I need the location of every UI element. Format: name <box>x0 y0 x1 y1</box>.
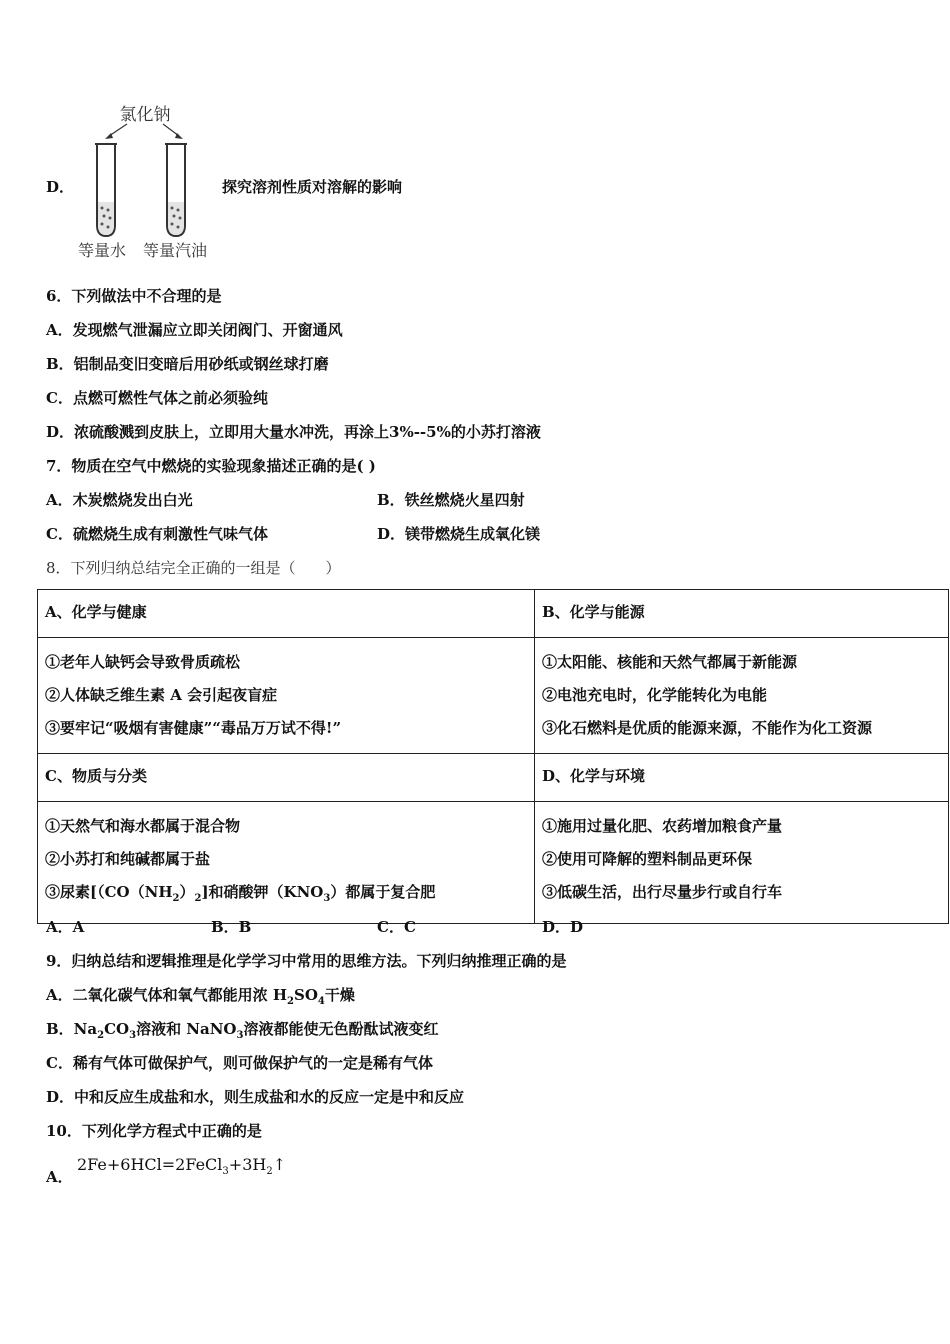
q8-c-item-2: ②小苏打和纯碱都属于盐 <box>45 850 211 868</box>
q8-d-item-2: ②使用可降解的塑料制品更环保 <box>542 850 753 868</box>
q8-a-item-2: ②人体缺乏维生素 A 会引起夜盲症 <box>45 686 278 704</box>
test-tube-figure <box>75 100 225 265</box>
q6-stem: 6．下列做法中不合理的是 <box>46 287 222 305</box>
q7-option-a: A．木炭燃烧发出白光 <box>46 491 193 509</box>
q8-a-item-3: ③要牢记“吸烟有害健康”“毒品万万试不得!” <box>45 719 342 737</box>
q8-a-header: A、化学与健康 <box>38 590 535 638</box>
q8-stem: 8．下列归纳总结完全正确的一组是（ ） <box>46 559 341 577</box>
q8-d-item-3: ③低碳生活，出行尽量步行或自行车 <box>542 883 783 901</box>
q10-option-a-equation: $2Fe+6HCl=2FeCl_3+3H_2↑$ <box>77 1155 287 1178</box>
q10-stem: 10．下列化学方程式中正确的是 <box>46 1122 262 1140</box>
q8-c-item-1: ①天然气和海水都属于混合物 <box>45 817 241 835</box>
q7-stem: 7．物质在空气中燃烧的实验现象描述正确的是( ) <box>46 457 376 475</box>
q7-option-b: B．铁丝燃烧火星四射 <box>377 491 525 509</box>
figure-top-label: 氯化钠 <box>119 105 171 125</box>
q8-a-item-1: ①老年人缺钙会导致骨质疏松 <box>45 653 241 671</box>
q9-option-c: C．稀有气体可做保护气，则可做保护气的一定是稀有气体 <box>46 1054 433 1072</box>
q8-b-item-3: ③化石燃料是优质的能源来源，不能作为化工资源 <box>542 719 873 737</box>
right-tube-label: 等量汽油 <box>143 241 208 260</box>
q8-b-header: B、化学与能源 <box>535 590 949 638</box>
q8-option-b: B．B <box>211 918 252 936</box>
q6-option-d: D．浓硫酸溅到皮肤上，立即用大量水冲洗，再涂上3%--5%的小苏打溶液 <box>46 423 541 441</box>
q8-table <box>37 589 949 924</box>
q9-option-d: D．中和反应生成盐和水，则生成盐和水的反应一定是中和反应 <box>46 1088 465 1106</box>
q9-option-a: A．二氧化碳气体和氧气都能用浓 $H_2SO_4$干燥 <box>46 986 355 1007</box>
q7-option-c: C．硫燃烧生成有刺激性气味气体 <box>46 525 268 543</box>
q8-d-header: D、化学与环境 <box>535 754 949 802</box>
q8-c-body <box>38 802 535 924</box>
q6-option-c: C．点燃可燃性气体之前必须验纯 <box>46 389 268 407</box>
left-test-tube <box>95 144 117 236</box>
q8-option-c: C．C <box>377 918 416 936</box>
q8-a-body <box>38 638 535 754</box>
q9-stem: 9．归纳总结和逻辑推理是化学学习中常用的思维方法。下列归纳推理正确的是 <box>46 952 567 970</box>
left-tube-label: 等量水 <box>78 241 127 260</box>
q8-b-item-1: ①太阳能、核能和天然气都属于新能源 <box>542 653 798 671</box>
q9-option-b: B．$Na_2CO_3$溶液和 NaNO$_3$溶液都能使无色酚酞试液变红 <box>46 1020 439 1041</box>
q8-d-item-1: ①施用过量化肥、农药增加粮食产量 <box>542 817 783 835</box>
q8-b-body <box>535 638 949 754</box>
q8-option-a: A．A <box>46 918 85 936</box>
q5-option-d-label: D． <box>46 178 75 196</box>
q6-option-b: B．铝制品变旧变暗后用砂纸或钢丝球打磨 <box>46 355 329 373</box>
q8-c-header: C、物质与分类 <box>38 754 535 802</box>
q5-option-d-caption: 探究溶剂性质对溶解的影响 <box>222 178 403 196</box>
q10-option-a-label: A． <box>46 1168 73 1186</box>
q7-option-d: D．镁带燃烧生成氧化镁 <box>377 525 541 543</box>
q8-c-item-3: ③尿素[$(CO(NH_2)_2]$和硝酸钾$(KNO_3)$都属于复合肥 <box>45 883 436 904</box>
right-test-tube <box>165 144 187 236</box>
q8-option-d: D．D <box>542 918 584 936</box>
q8-d-body <box>535 802 949 924</box>
q6-option-a: A．发现燃气泄漏应立即关闭阀门、开窗通风 <box>46 321 343 339</box>
q8-b-item-2: ②电池充电时，化学能转化为电能 <box>542 686 768 704</box>
